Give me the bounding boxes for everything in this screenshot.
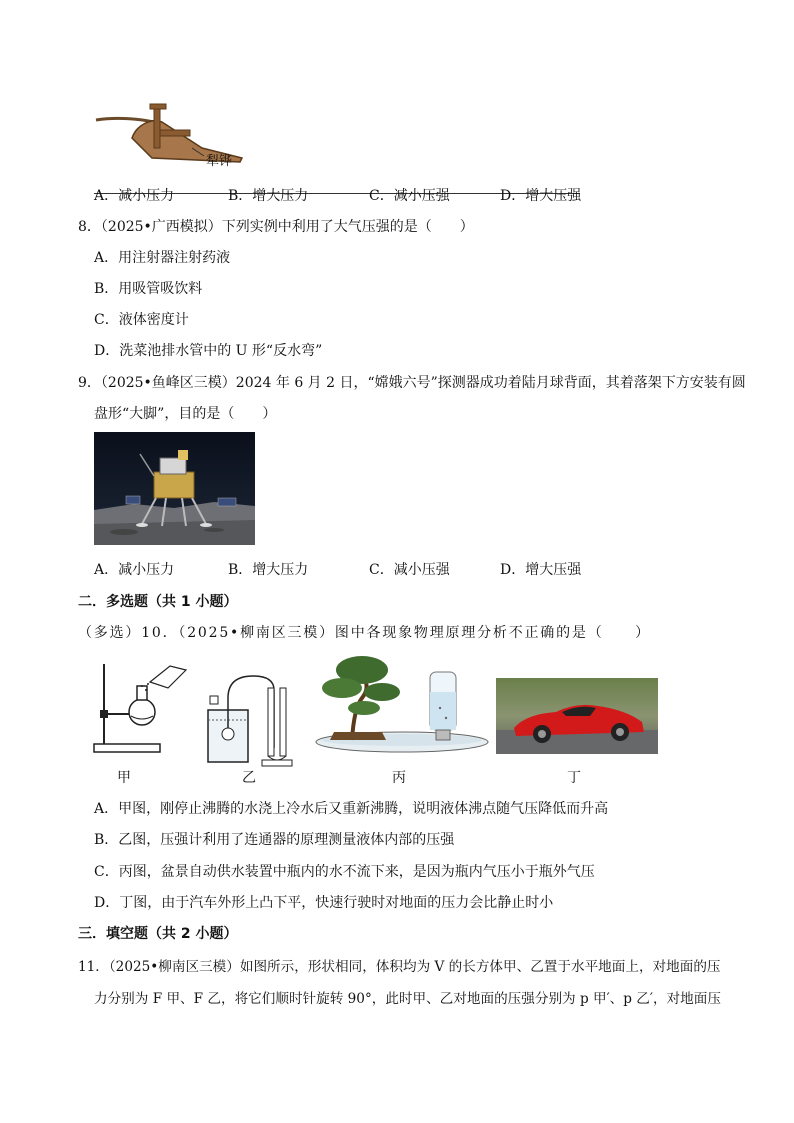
figure-label-jia: 甲 [117,770,131,786]
q7-option-b[interactable]: B．增大压力 [228,188,309,204]
q11-line2: 力分别为 F 甲、F 乙，将它们顺时针旋转 90°，此时甲、乙对地面的压强分别为 p 甲′、p 乙′，对地面压 [94,991,721,1007]
figure-label-yi: 乙 [242,770,256,786]
q8-option-a[interactable]: A．用注射器注射药液 [94,250,231,266]
figure-yi-pressure-gauge [198,668,298,770]
q9-stem-line1: 9．（2025•鱼峰区三模）2024 年 6 月 2 日，“嫦娥六号”探测器成功着陆月球背面，其着落架下方安装有圆 [78,375,746,391]
section-2-title: 二．多选题（共 1 小题） [78,594,238,610]
q8-option-b[interactable]: B．用吸管吸饮料 [94,281,203,297]
q7-option-c[interactable]: C．减小压强 [369,188,450,204]
q9-option-a[interactable]: A．减小压力 [94,562,175,578]
q9-option-c[interactable]: C．减小压强 [369,562,450,578]
q10-option-d[interactable]: D．丁图，由于汽车外形上凸下平，快速行驶时对地面的压力会比静止时小 [94,895,554,911]
q8-option-c[interactable]: C．液体密度计 [94,312,189,328]
q8-option-d[interactable]: D．洗菜池排水管中的 U 形“反水弯” [94,343,323,359]
section-3-title: 三．填空题（共 2 小题） [78,926,238,942]
q7-option-a[interactable]: A．减小压力 [94,188,175,204]
q9-option-b[interactable]: B．增大压力 [228,562,309,578]
q9-stem-line2: 盘形“大脚”，目的是（ ） [94,406,277,422]
q10-option-a[interactable]: A．甲图，刚停止沸腾的水浇上冷水后又重新沸腾，说明液体沸点随气压降低而升高 [94,801,609,817]
q7-option-d[interactable]: D．增大压强 [500,188,582,204]
lunar-lander-photo [94,432,255,545]
figure-ding-car-photo [496,678,658,754]
figure-jia-flask [92,656,196,756]
q10-option-b[interactable]: B．乙图，压强计利用了连通器的原理测量液体内部的压强 [94,832,455,848]
q10-option-c[interactable]: C．丙图，盆景自动供水装置中瓶内的水不流下来，是因为瓶内气压小于瓶外气压 [94,864,595,880]
q9-option-d[interactable]: D．增大压强 [500,562,582,578]
figure-bing-bonsai [312,648,492,756]
q11-line1: 11．（2025•柳南区三模）如图所示，形状相同，体积均为 V 的长方体甲、乙置于水平地面上，对地面的压 [78,959,721,975]
plow-figure [92,98,252,170]
figure-label-ding: 丁 [567,770,581,786]
q10-stem: （多选）10．（2025•柳南区三模）图中各现象物理原理分析不正确的是（ ） [78,625,651,641]
q8-stem: 8．（2025•广西模拟）下列实例中利用了大气压强的是（ ） [78,219,474,235]
plow-label: 犁铧 [206,154,233,169]
figure-label-bing: 丙 [392,770,406,786]
